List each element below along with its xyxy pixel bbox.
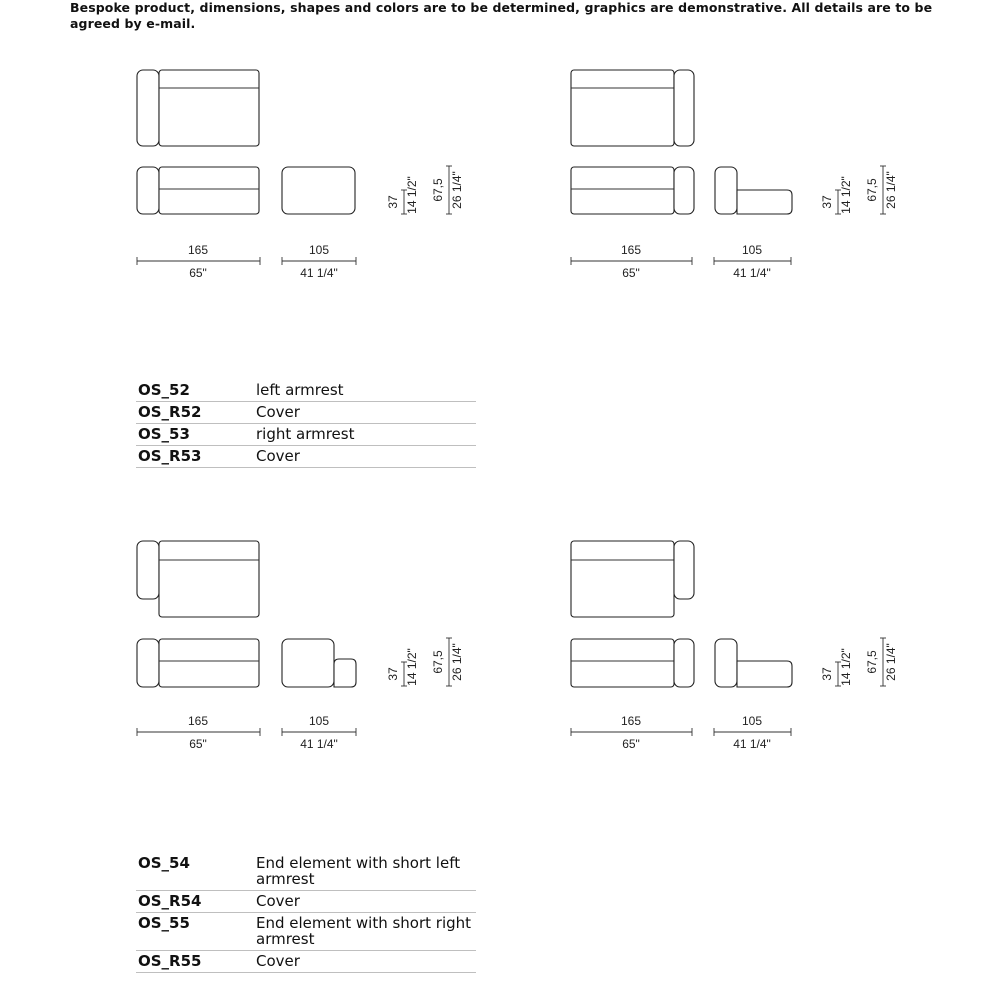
table-row xyxy=(136,853,476,891)
front-view-armrest xyxy=(137,167,159,214)
table-row xyxy=(136,424,476,446)
drawing-os52-left-armrest xyxy=(137,70,355,214)
top-view-seat xyxy=(571,541,674,617)
top-view-seat xyxy=(159,70,259,146)
total-height-in-label: 26 1/4" xyxy=(450,171,464,209)
front-view-body xyxy=(159,639,259,687)
front-view-armrest xyxy=(674,639,694,687)
product-code: OS_R55 xyxy=(136,951,256,973)
width-cm-label: 165 xyxy=(187,243,209,257)
side-view-back xyxy=(715,167,737,214)
total-height-cm-label: 67,5 xyxy=(431,650,445,674)
width-in-label: 65" xyxy=(189,266,207,280)
depth-in-label: 41 1/4" xyxy=(733,737,771,751)
side-view-body xyxy=(282,639,334,687)
total-height-cm-label: 67,5 xyxy=(431,178,445,202)
width-cm-label: 165 xyxy=(620,714,642,728)
seat-height-in-label: 14 1/2" xyxy=(405,648,419,686)
side-view-seat xyxy=(737,661,792,687)
depth-cm-label: 105 xyxy=(741,243,763,257)
seat-height-cm-label: 37 xyxy=(386,195,400,209)
depth-cm-label: 105 xyxy=(741,714,763,728)
width-cm-label: 165 xyxy=(187,714,209,728)
width-in-label: 65" xyxy=(622,737,640,751)
product-description: End element with short left armrest xyxy=(256,853,476,891)
product-description: End element with short right armrest xyxy=(256,913,476,951)
depth-in-label: 41 1/4" xyxy=(733,266,771,280)
product-code: OS_54 xyxy=(136,853,256,891)
product-description: Cover xyxy=(256,891,476,913)
product-description: Cover xyxy=(256,951,476,973)
code-table-end-elements xyxy=(136,853,476,973)
total-height-cm-label: 67,5 xyxy=(865,650,879,674)
disclaimer-text: Bespoke product, dimensions, shapes and colors are to be determined, graphics are demonstrative. All details are to be agreed by e-mail. xyxy=(70,0,933,31)
product-code: OS_52 xyxy=(136,380,256,402)
product-code: OS_R53 xyxy=(136,446,256,468)
product-description: Cover xyxy=(256,446,476,468)
product-code: OS_55 xyxy=(136,913,256,951)
depth-in-label: 41 1/4" xyxy=(300,266,338,280)
top-view-seat xyxy=(159,541,259,617)
code-table-armrests xyxy=(136,380,476,468)
top-view-armrest xyxy=(137,70,159,146)
side-view-back xyxy=(715,639,737,687)
seat-height-cm-label: 37 xyxy=(386,667,400,681)
table-row xyxy=(136,951,476,973)
table-row xyxy=(136,402,476,424)
front-view-body xyxy=(571,167,674,214)
top-view-armrest xyxy=(674,541,694,599)
product-description: left armrest xyxy=(256,380,476,402)
seat-height-in-label: 14 1/2" xyxy=(839,176,853,214)
top-view-armrest xyxy=(674,70,694,146)
depth-cm-label: 105 xyxy=(308,714,330,728)
product-code: OS_R52 xyxy=(136,402,256,424)
table-row xyxy=(136,380,476,402)
front-view-armrest xyxy=(674,167,694,214)
total-height-in-label: 26 1/4" xyxy=(450,643,464,681)
table-row xyxy=(136,913,476,951)
width-in-label: 65" xyxy=(622,266,640,280)
drawing-os55-short-right xyxy=(571,541,792,687)
product-description: Cover xyxy=(256,402,476,424)
width-in-label: 65" xyxy=(189,737,207,751)
product-code: OS_53 xyxy=(136,424,256,446)
top-view-armrest xyxy=(137,541,159,599)
depth-in-label: 41 1/4" xyxy=(300,737,338,751)
side-view xyxy=(282,167,355,214)
side-view-seat xyxy=(737,190,792,214)
top-view-seat xyxy=(571,70,674,146)
width-cm-label: 165 xyxy=(620,243,642,257)
total-height-in-label: 26 1/4" xyxy=(884,171,898,209)
seat-height-cm-label: 37 xyxy=(820,667,834,681)
total-height-in-label: 26 1/4" xyxy=(884,643,898,681)
table-row xyxy=(136,891,476,913)
table-row xyxy=(136,446,476,468)
drawing-os54-short-left xyxy=(137,541,356,687)
depth-cm-label: 105 xyxy=(308,243,330,257)
front-view-body xyxy=(159,167,259,214)
drawing-os53-right-armrest xyxy=(571,70,792,214)
seat-height-cm-label: 37 xyxy=(820,195,834,209)
seat-height-in-label: 14 1/2" xyxy=(405,176,419,214)
product-code: OS_R54 xyxy=(136,891,256,913)
front-view-body xyxy=(571,639,674,687)
front-view-armrest xyxy=(137,639,159,687)
product-description: right armrest xyxy=(256,424,476,446)
seat-height-in-label: 14 1/2" xyxy=(839,648,853,686)
total-height-cm-label: 67,5 xyxy=(865,178,879,202)
side-view-arm xyxy=(334,659,356,687)
